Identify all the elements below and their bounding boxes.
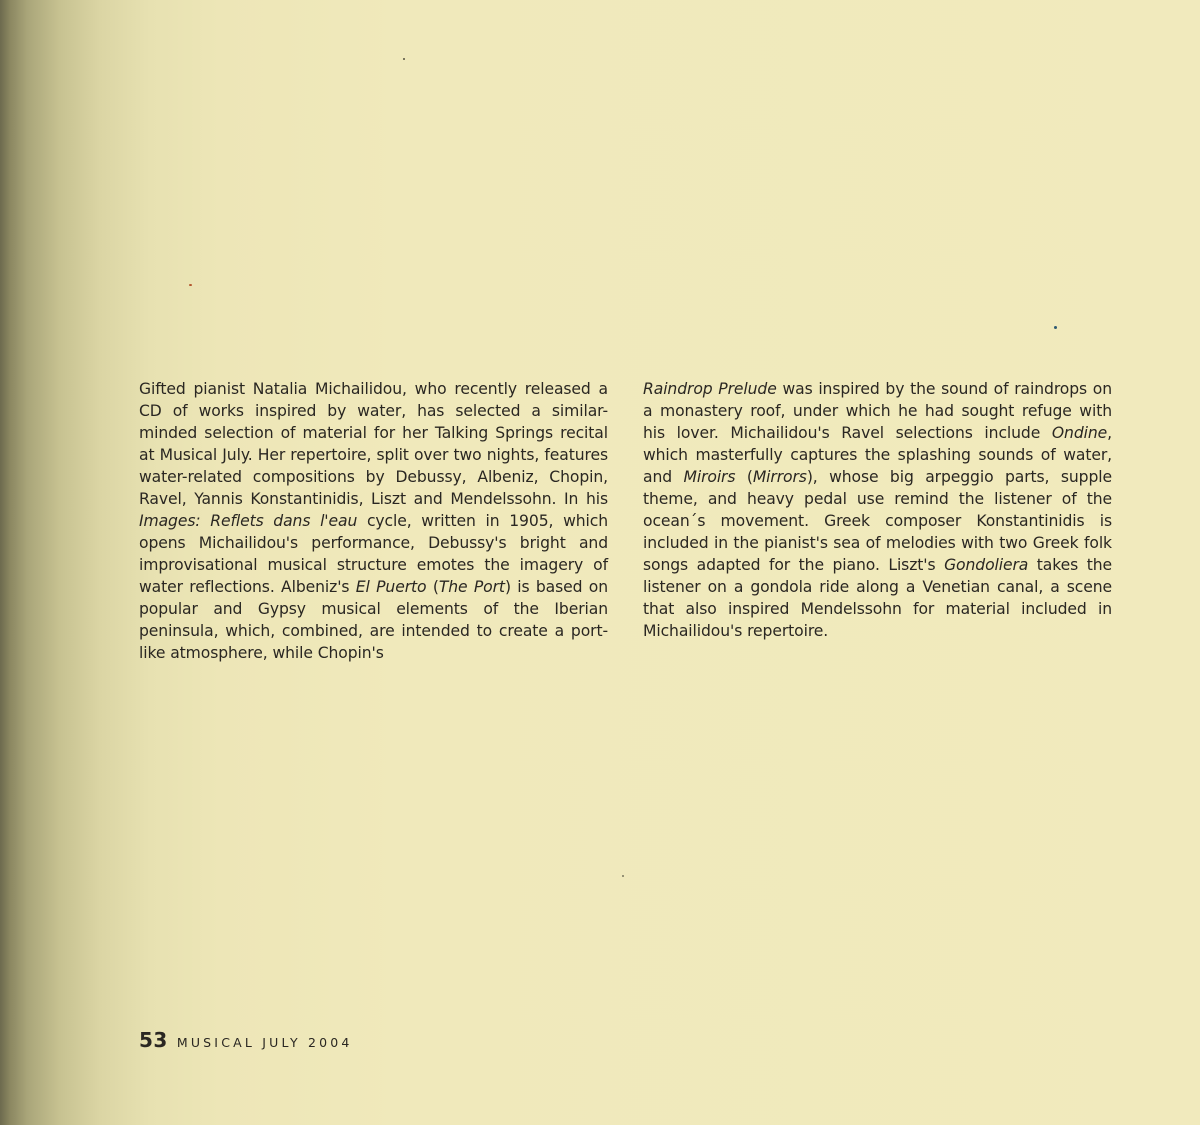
- ink-speck: [1054, 326, 1057, 329]
- work-title: El Puerto: [355, 578, 427, 596]
- work-title: Raindrop Prelude: [643, 380, 777, 398]
- body-text: (: [735, 468, 753, 486]
- body-text: was inspired by the sound of raindrops on a monastery roof, under which he had sought refuge with his lover. Michailidou's Ravel selections include: [643, 380, 1113, 442]
- ink-speck: [403, 58, 405, 60]
- article-paragraph-2: [643, 378, 1112, 642]
- work-title: The Port: [438, 578, 505, 596]
- ink-speck: [189, 284, 192, 286]
- body-text: (: [426, 578, 439, 596]
- body-text: ) is based on popular and Gypsy musical elements of the Iberian peninsula, which, combined, are intended to create a port-like atmosphere, while Chopin's: [139, 578, 609, 662]
- publication-name: MUSICAL JULY 2004: [176, 1035, 353, 1050]
- page-number: 53: [139, 1028, 168, 1052]
- work-title: Miroirs: [683, 468, 736, 486]
- body-text: ), whose big arpeggio parts, supple theme, and heavy pedal use remind the listener of the ocean´s movement. Greek composer Konstantinidis is included in the pianist's sea of melodies with two Greek folk songs adapted for the piano. Liszt's: [643, 468, 1112, 574]
- body-text: takes the listener on a gondola ride along a Venetian canal, a scene that also inspired Mendelssohn for material included in Michailidou's repertoire.: [643, 556, 1112, 640]
- work-title: Images: Reflets dans l'eau: [139, 512, 358, 530]
- body-text: cycle, written in 1905, which opens Michailidou's performance, Debussy's bright and improvisational musical structure emotes the imagery of water reflections. Albeniz's: [139, 512, 609, 596]
- article-paragraph-1: [139, 378, 608, 664]
- body-text: Gifted pianist Natalia Michailidou, who recently released a CD of works inspired by water, has selected a similar-minded selection of material for her Talking Springs recital at Musical July. Her repertoire, split over two nights, features water-related compositions by Debussy, Albeniz, Chopin, Ravel, Yannis Konstantinidis, Liszt and Mendelssohn. In his: [139, 380, 608, 508]
- work-title: Gondoliera: [944, 556, 1029, 574]
- article-column-right: [643, 378, 1112, 642]
- work-title: Mirrors: [752, 468, 807, 486]
- page-footer: [139, 1028, 353, 1052]
- body-text: , which masterfully captures the splashing sounds of water, and: [643, 424, 1112, 486]
- article-column-left: [139, 378, 608, 664]
- ink-speck: [622, 875, 624, 877]
- work-title: Ondine: [1051, 424, 1108, 442]
